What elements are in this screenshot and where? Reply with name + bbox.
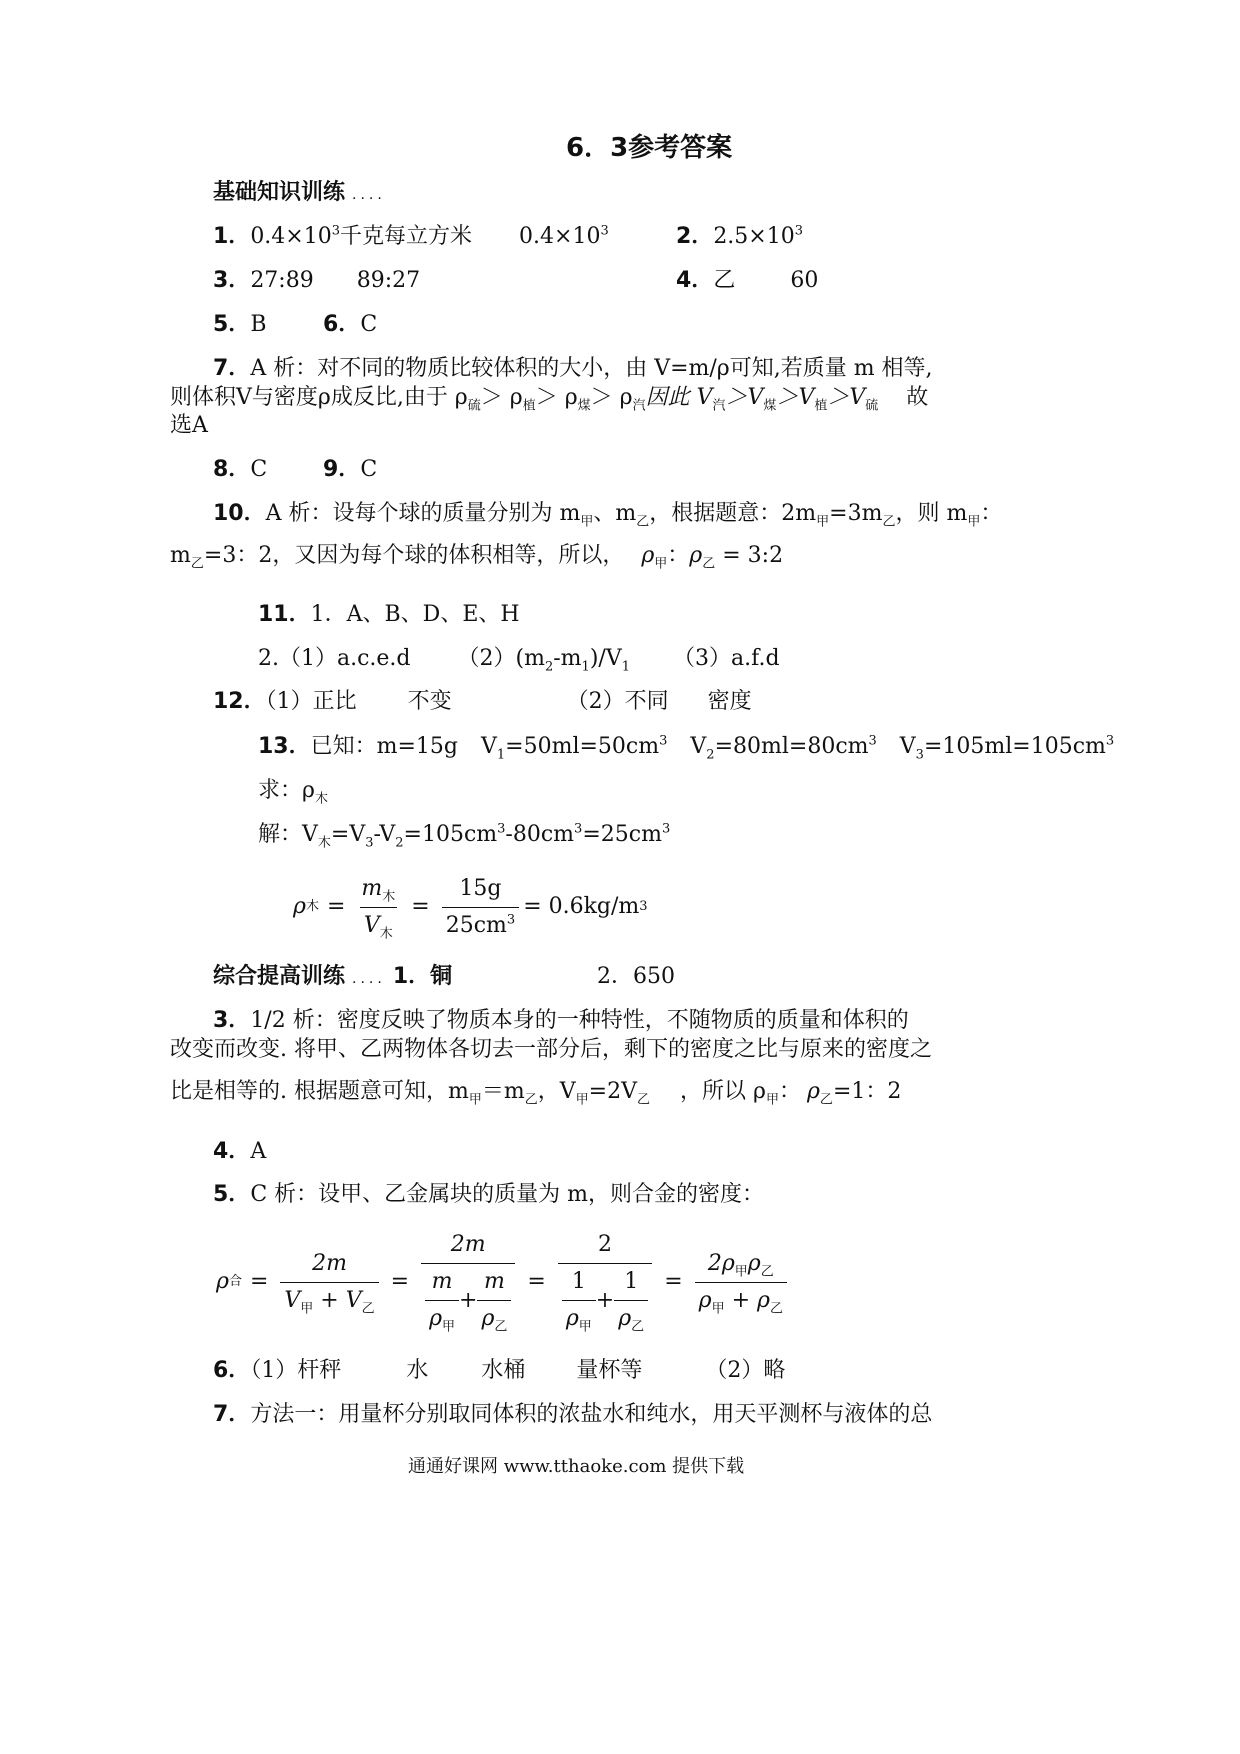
question-number: 2． — [676, 224, 714, 249]
numerator: 2 — [598, 1232, 613, 1257]
explanation-text: ： — [667, 543, 690, 568]
answer-text: 不变 — [407, 689, 452, 714]
question-number: 3． — [213, 1008, 251, 1033]
subscript: 甲 — [711, 1300, 725, 1316]
explanation-text: =V — [330, 822, 366, 847]
question-number: 5． — [213, 312, 251, 337]
explanation-text: 比是相等的. 根据题意可知，m — [170, 1079, 469, 1104]
subscript: 甲 — [816, 514, 830, 530]
answer-text: )/V — [589, 646, 622, 671]
subscript: 甲 — [734, 1263, 748, 1279]
explanation-text: 已知：m=15g — [310, 734, 458, 759]
subscript: 木 — [317, 835, 331, 851]
answer-6 — [323, 310, 377, 340]
exponent: 3 — [1105, 733, 1115, 749]
section-title: 基础知识训练 — [213, 180, 346, 205]
explanation-text: ： — [778, 1079, 801, 1104]
denominator: V — [345, 1287, 362, 1313]
explanation-text: ＞V — [827, 385, 866, 410]
subscript: 煤 — [577, 398, 591, 414]
numerator: m — [431, 1269, 453, 1294]
question-number: 13． — [258, 734, 311, 759]
subscript: 乙 — [637, 1092, 651, 1108]
question-number: 10． — [213, 501, 266, 526]
answer-text: 0.4×10 — [250, 224, 332, 249]
answer-11-line-1 — [258, 600, 520, 630]
advanced-answer-4 — [213, 1137, 266, 1167]
denominator: 25cm — [445, 912, 507, 938]
answer-text: 89:27 — [356, 268, 421, 293]
rho-symbol: ρ — [481, 1306, 495, 1331]
answer-13-formula: ρ 木 = $\frac{m_木}{V_木}$ = $\frac{15g}{25cm^3}$ = 0.6kg/m 3 — [293, 875, 648, 941]
answer-7-line-2 — [170, 383, 928, 413]
answer-13-known — [258, 732, 1114, 762]
subscript: 2 — [395, 835, 404, 851]
explanation-text: =25cm — [582, 822, 662, 847]
rho-symbol: ρ — [618, 1306, 632, 1331]
subscript: 汽 — [632, 398, 646, 414]
subscript: 乙 — [702, 556, 716, 572]
question-number: 3． — [213, 268, 251, 293]
subscript: 甲 — [575, 1092, 589, 1108]
advanced-answer-6 — [213, 1356, 785, 1386]
subscript: 1 — [496, 747, 506, 763]
subscript: 1 — [621, 659, 630, 675]
subscript: 甲 — [765, 1092, 779, 1108]
answer-8 — [213, 455, 267, 485]
rho-symbol: ρ — [429, 1306, 442, 1331]
answer-12 — [213, 687, 752, 717]
explanation-text: ： — [980, 501, 1003, 526]
question-number: 9． — [323, 457, 361, 482]
explanation-text: 因此 V — [645, 385, 713, 410]
answer-text: -m — [553, 646, 582, 671]
exponent: 3 — [868, 733, 877, 749]
numerator: 1 — [571, 1269, 586, 1294]
question-number: 5． — [213, 1182, 251, 1207]
explanation-text: 则体积V与密度ρ成反比,由于 ρ — [170, 385, 468, 410]
question-number: 7． — [213, 356, 251, 381]
subscript: 乙 — [190, 556, 204, 572]
exponent: 3 — [600, 223, 609, 239]
answer-text: 1．铜 — [392, 964, 453, 989]
answer-text: 27:89 — [250, 268, 314, 293]
advanced-answer-3-line-1 — [213, 1006, 909, 1036]
answer-3 — [213, 266, 420, 296]
explanation-text: 解：V — [258, 822, 318, 847]
explanation-text: ，则 m — [895, 501, 968, 526]
subscript: 1 — [581, 659, 590, 675]
answer-text: 1．A、B、D、E、H — [310, 602, 520, 627]
question-number: 4． — [676, 268, 714, 293]
subscript: 2 — [544, 659, 554, 675]
heading-dots: .... — [352, 971, 386, 987]
answer-text: （1）正比 — [265, 689, 357, 714]
subscript: 甲 — [468, 1092, 482, 1108]
explanation-text: ＞ ρ — [480, 385, 523, 410]
numerator: 2ρ — [707, 1250, 735, 1276]
fraction — [558, 1230, 652, 1334]
subscript: 乙 — [769, 1300, 783, 1316]
explanation-text: A 析：对不同的物质比较体积的大小，由 V=m/ρ可知,若质量 m 相等, — [250, 356, 933, 381]
advanced-answer-3-line-2: 改变而改变. 将甲、乙两物体各切去一部分后，剩下的密度之比与原来的密度之 — [170, 1037, 932, 1062]
denominator: V — [284, 1287, 301, 1313]
denominator: V — [363, 912, 380, 938]
answer-text: C — [250, 457, 268, 482]
rho-symbol: ρ — [689, 543, 703, 568]
subscript: 硫 — [865, 398, 879, 414]
explanation-text: ＞V — [725, 385, 764, 410]
explanation-text: ＞V — [776, 385, 815, 410]
answer-5 — [213, 310, 266, 340]
answer-7-line-1 — [213, 354, 933, 384]
question-number: 6． — [323, 312, 361, 337]
subscript: 汽 — [712, 398, 726, 414]
explanation-text: A 析：设每个球的质量分别为 m — [265, 501, 581, 526]
answer-text: = 3:2 — [715, 543, 784, 568]
subscript: 乙 — [636, 514, 650, 530]
explanation-text: 故 — [906, 385, 929, 410]
answer-11-line-2 — [258, 644, 780, 674]
subscript: 2 — [706, 747, 715, 763]
answer-text: （1）杆秤 — [250, 1358, 342, 1383]
explanation-text: =2V — [588, 1079, 637, 1104]
subscript: 甲 — [578, 1319, 592, 1335]
fraction — [280, 1249, 378, 1316]
rho-symbol: ρ — [293, 894, 306, 919]
answer-text: 2.（1）a.c.e.d — [258, 646, 411, 671]
explanation-text: =3m — [829, 501, 883, 526]
advanced-answer-5 — [213, 1180, 764, 1210]
subscript: 乙 — [524, 1092, 538, 1108]
exponent: 3 — [506, 912, 516, 928]
numerator: 2m — [450, 1232, 486, 1257]
subscript: 甲 — [580, 514, 594, 530]
operator: + — [459, 1287, 478, 1313]
heading-dots: .... — [352, 187, 386, 203]
explanation-text: =3：2，又因为每个球的体积相等，所以， — [203, 543, 625, 568]
answer-text: 水 — [406, 1358, 429, 1383]
explanation-text: ＞ ρ — [535, 385, 578, 410]
explanation-text: =105cm — [403, 822, 498, 847]
explanation-text: ＞ ρ — [590, 385, 633, 410]
explanation-text: V — [481, 734, 497, 759]
subscript: 甲 — [442, 1319, 456, 1335]
numerator: 15g — [459, 875, 502, 901]
subscript: 乙 — [494, 1319, 508, 1335]
advanced-answer-3-line-3 — [170, 1077, 901, 1107]
answer-text: C — [360, 312, 378, 337]
explanation-text: =80ml=80cm — [714, 734, 869, 759]
answer-text: C — [360, 457, 378, 482]
subscript: 甲 — [967, 514, 981, 530]
answer-4 — [676, 266, 818, 296]
fraction — [695, 1249, 787, 1316]
subscript: 乙 — [631, 1319, 645, 1335]
exponent: 3 — [659, 733, 668, 749]
answer-10-line-1 — [213, 499, 1002, 529]
explanation-text: 方法一：用量杯分别取同体积的浓盐水和纯水，用天平测杯与液体的总 — [250, 1402, 933, 1427]
question-number: 1． — [213, 224, 251, 249]
answer-text: 水桶 — [481, 1358, 526, 1383]
explanation-text: ＝m — [481, 1079, 525, 1104]
explanation-text: 求：ρ — [258, 778, 315, 803]
subscript: 乙 — [882, 514, 896, 530]
answer-text: 量杯等 — [576, 1358, 643, 1383]
explanation-text: =1：2 — [832, 1079, 902, 1104]
section-title: 综合提高训练 — [213, 964, 346, 989]
fraction — [421, 1230, 515, 1334]
subscript: 植 — [814, 398, 828, 414]
explanation-text: 、m — [593, 501, 637, 526]
exponent: 3 — [497, 821, 506, 837]
explanation-text: V — [899, 734, 916, 759]
section-heading-advanced — [213, 962, 452, 994]
explanation-text: 1/2 析：密度反映了物质本身的一种特性，不随物质的质量和体积的 — [250, 1008, 909, 1033]
question-number: 7． — [213, 1402, 251, 1427]
subscript: 煤 — [763, 398, 777, 414]
exponent: 3 — [331, 223, 341, 239]
answer-unit: 千克每立方米 — [340, 224, 473, 249]
answer-1 — [213, 222, 609, 252]
subscript: 木 — [314, 791, 328, 807]
subscript: 木 — [379, 925, 393, 941]
result-text: = 0.6kg/m — [523, 894, 640, 919]
rho-symbol: ρ — [565, 1306, 579, 1331]
explanation-text: ，V — [537, 1079, 576, 1104]
explanation-text: =105ml=105cm — [923, 734, 1106, 759]
explanation-text: ，所以 ρ — [680, 1079, 766, 1104]
rho-symbol: ρ — [806, 1079, 820, 1104]
answer-text: （2）不同 — [566, 689, 669, 714]
fraction — [442, 874, 519, 941]
answer-text: （2）(m — [457, 646, 545, 671]
fraction — [357, 874, 399, 941]
answer-2 — [676, 222, 803, 252]
denominator: ρ — [698, 1287, 712, 1313]
answer-text: 乙 — [713, 268, 736, 293]
answer-text: （3）a.f.d — [673, 646, 780, 671]
answer-13-solution — [258, 820, 670, 850]
subscript: 3 — [915, 747, 924, 763]
exponent: 3 — [661, 821, 671, 837]
subscript: 植 — [522, 398, 536, 414]
denominator: ρ — [757, 1287, 770, 1313]
answer-text: B — [250, 312, 267, 337]
rho-symbol: ρ — [216, 1269, 229, 1294]
explanation-text: m — [170, 543, 191, 568]
subscript: 甲 — [300, 1300, 314, 1316]
operator: + — [595, 1287, 615, 1313]
answer-7-line-3: 选A — [170, 413, 208, 438]
exponent: 3 — [574, 821, 583, 837]
answer-13-find — [258, 776, 328, 806]
subscript: 乙 — [819, 1092, 833, 1108]
answer-text: A — [250, 1139, 267, 1164]
answer-text: 60 — [790, 268, 819, 293]
advanced-answer-2: 2．650 — [597, 964, 675, 989]
answer-text: 2.5×10 — [713, 224, 795, 249]
subscript: 木 — [382, 888, 396, 904]
section-heading-basic — [213, 178, 386, 210]
explanation-text: -V — [373, 822, 396, 847]
question-number: 11． — [258, 602, 311, 627]
subscript: 乙 — [760, 1263, 774, 1279]
answer-10-line-2 — [170, 541, 783, 571]
answer-text: （2）略 — [705, 1358, 786, 1383]
answer-9 — [323, 455, 377, 485]
page-title: 6．3参考答案 — [566, 133, 733, 163]
question-number: 12． — [213, 689, 266, 714]
operator: + — [724, 1287, 757, 1313]
explanation-text: =50ml=50cm — [505, 734, 660, 759]
rho-symbol: ρ — [641, 543, 655, 568]
question-number: 4． — [213, 1139, 251, 1164]
numerator: m — [361, 875, 383, 901]
numerator: 2m — [312, 1250, 347, 1276]
advanced-answer-5-formula: ρ 合 = $\frac{2m}{V_甲 + V_乙}$ = 2m $\frac{m}{\rho_甲}$ + $\frac{m}{\rho_乙}$ = 2 $\frac{1}{\rho_甲}$ + $\frac{1}{\rho_乙}$ = $\frac{2\rho_甲\rho_乙}{\rho_甲 + \rho_乙}$ — [216, 1232, 791, 1332]
subscript: 硫 — [467, 398, 481, 414]
footer-text: 通通好课网 www.tthaoke.com 提供下载 — [408, 1456, 745, 1477]
question-number: 8． — [213, 457, 251, 482]
subscript: 甲 — [654, 556, 668, 572]
answer-text: 0.4×10 — [519, 224, 601, 249]
explanation-text: ，根据题意：2m — [649, 501, 817, 526]
operator: + — [313, 1287, 346, 1313]
numerator: ρ — [747, 1250, 761, 1276]
numerator: 1 — [624, 1269, 639, 1294]
question-number: 6． — [213, 1358, 251, 1383]
answer-text: 密度 — [707, 689, 752, 714]
subscript: 乙 — [361, 1300, 375, 1316]
numerator: m — [483, 1269, 505, 1294]
advanced-answer-7 — [213, 1400, 932, 1430]
subscript: 3 — [365, 835, 374, 851]
explanation-text: V — [690, 734, 707, 759]
exponent: 3 — [794, 223, 804, 239]
explanation-text: -80cm — [505, 822, 575, 847]
explanation-text: C 析：设甲、乙金属块的质量为 m，则合金的密度： — [250, 1182, 764, 1207]
